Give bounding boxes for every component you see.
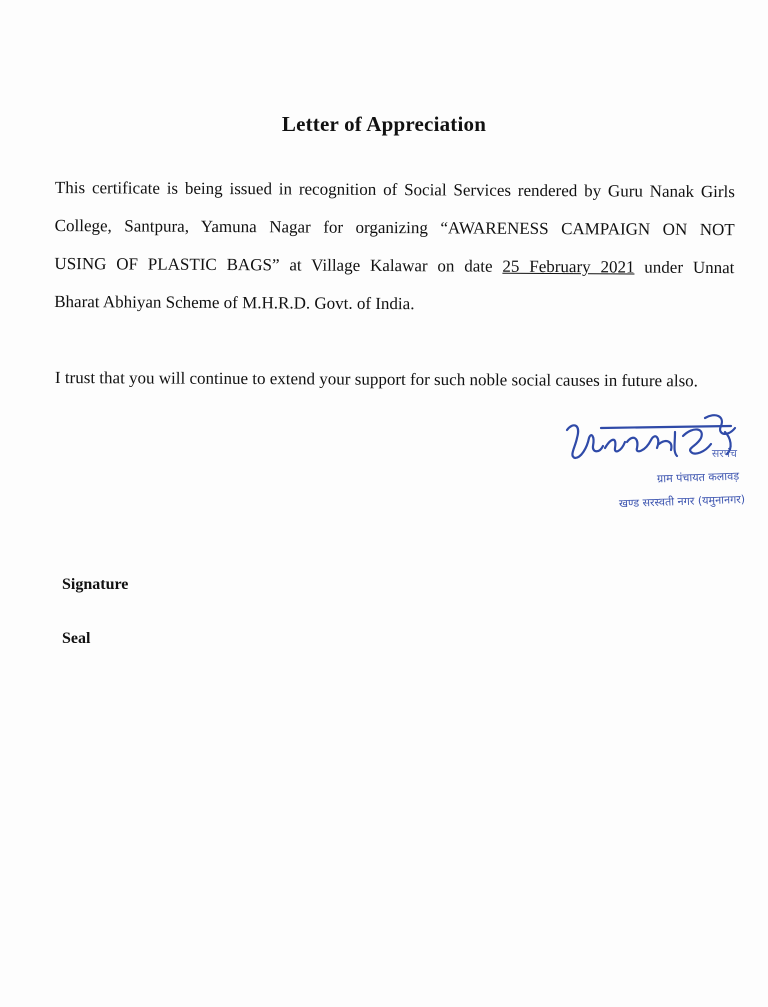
recognition-paragraph — [54, 176, 735, 332]
paragraph-line-2: College, Santpura, Yamuna Nagar for organizing “AWARENESS CAMPAIGN ON NOT — [54, 215, 735, 240]
event-date: 25 February 2021 — [502, 256, 635, 277]
letter-title: Letter of Appreciation — [281, 112, 487, 136]
paragraph-line-3-start: USING OF PLASTIC BAGS” at Village Kalawar on date — [54, 253, 493, 276]
paragraph-line-3 — [54, 252, 734, 279]
sarpanch-stamp — [555, 408, 745, 518]
trust-paragraph: I trust that you will continue to extend your support for such noble social causes in future also. — [54, 367, 699, 391]
seal-label: Seal — [62, 630, 91, 647]
paragraph-line-4: Bharat Abhiyan Scheme of M.H.R.D. Govt. of India. — [54, 291, 415, 314]
signature-label: Signature — [62, 576, 129, 593]
stamp-designation: सरपंच — [711, 447, 737, 460]
paragraph-line-3-end: under Unnat — [644, 257, 735, 278]
stamp-block: खण्ड सरस्वती नगर (यमुनानगर) — [618, 492, 746, 511]
stamp-panchayat: ग्राम पंचायत कलावड़ — [656, 469, 740, 486]
paragraph-line-1: This certificate is being issued in recognition of Social Services rendered by Guru Nanak Girls — [54, 177, 735, 202]
